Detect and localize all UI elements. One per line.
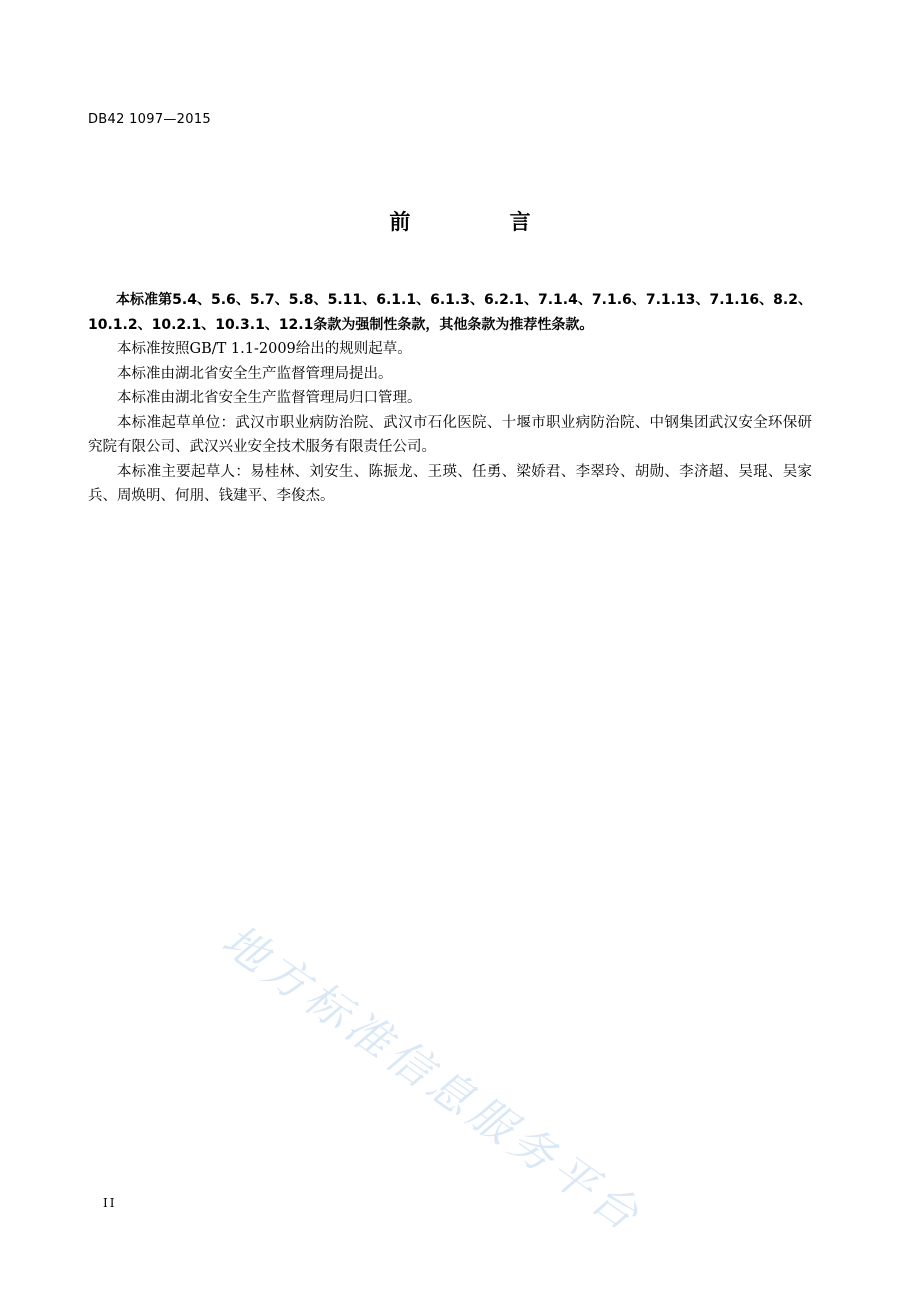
drafting-rules-paragraph: 本标准按照GB/T 1.1-2009给出的规则起草。 bbox=[117, 341, 412, 357]
page-number: II bbox=[103, 1196, 117, 1210]
drafting-units-paragraph: 本标准起草单位：武汉市职业病防治院、武汉市石化医院、十堰市职业病防治院、中钢集团武汉安全环保研究院有限公司、武汉兴业安全技术服务有限责任公司。 bbox=[88, 414, 812, 455]
watermark: 地方标准信息服务平台 bbox=[212, 914, 652, 1244]
mandatory-clauses-paragraph: 本标准第5.4、5.6、5.7、5.8、5.11、6.1.1、6.1.3、6.2.1、7.1.4、7.1.6、7.1.13、7.1.16、8.2、10.1.2、10.2.1、10.3.1、12.1条款为强制性条款，其他条款为推荐性条款。 bbox=[88, 292, 812, 333]
page-title: 前 言 bbox=[389, 210, 577, 234]
foreword-body bbox=[88, 288, 812, 509]
standard-code: DB42 1097—2015 bbox=[88, 112, 211, 127]
proposer-paragraph: 本标准由湖北省安全生产监督管理局提出。 bbox=[117, 365, 393, 382]
management-paragraph: 本标准由湖北省安全生产监督管理局归口管理。 bbox=[117, 390, 422, 406]
drafters-paragraph: 本标准主要起草人：易桂林、刘安生、陈振龙、王瑛、任勇、梁娇君、李翠玲、胡勋、李济超、吴琨、吴家兵、周焕明、何朋、钱建平、李俊杰。 bbox=[88, 463, 812, 504]
